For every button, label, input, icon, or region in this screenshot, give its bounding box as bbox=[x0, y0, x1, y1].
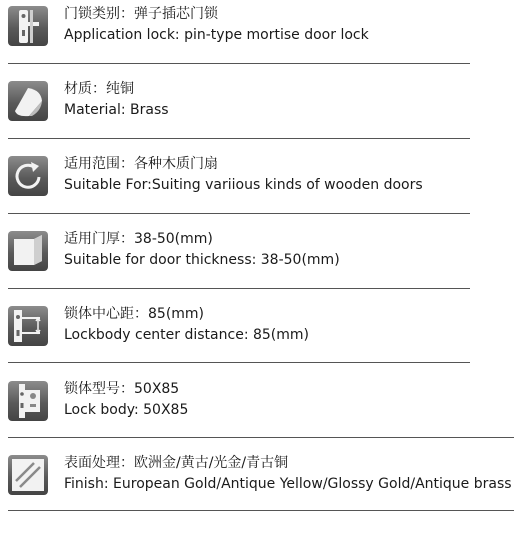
lock-type-cn: 门锁类别：弹子插芯门锁 bbox=[64, 6, 218, 22]
lock-type-en: Application lock: pin-type mortise door lock bbox=[64, 27, 369, 43]
finish-cn: 表面处理：欧洲金/黄古/光金/青古铜 bbox=[64, 455, 289, 471]
center-distance-en: Lockbody center distance: 85(mm) bbox=[64, 327, 309, 343]
suitable-for-en: Suitable For:Suiting variious kinds of wooden doors bbox=[64, 177, 423, 193]
spec-row-finish bbox=[0, 455, 514, 529]
lock-body-icon bbox=[8, 381, 48, 421]
material-en: Material: Brass bbox=[64, 102, 169, 118]
spec-row-center-distance bbox=[0, 306, 514, 380]
door-thickness-icon bbox=[8, 231, 48, 271]
spec-row-lock-type bbox=[0, 6, 514, 80]
divider bbox=[8, 437, 514, 438]
door-thickness-en: Suitable for door thickness: 38-50(mm) bbox=[64, 252, 340, 268]
lock-body-cn: 锁体型号：50X85 bbox=[64, 381, 180, 397]
door-thickness-cn: 适用门厚：38-50(mm) bbox=[64, 231, 213, 247]
divider bbox=[8, 362, 470, 363]
divider bbox=[8, 510, 514, 511]
material-cn: 材质：纯铜 bbox=[64, 81, 134, 97]
spec-row-suitable-for bbox=[0, 156, 514, 230]
brass-material-icon bbox=[8, 81, 48, 121]
divider bbox=[8, 138, 470, 139]
finish-en: Finish: European Gold/Antique Yellow/Glossy Gold/Antique brass bbox=[64, 476, 512, 492]
rotate-icon bbox=[8, 156, 48, 196]
divider bbox=[8, 63, 470, 64]
lock-handle-icon bbox=[8, 6, 48, 46]
divider bbox=[8, 288, 470, 289]
divider bbox=[8, 213, 470, 214]
suitable-for-cn: 适用范围：各种木质门扇 bbox=[64, 156, 218, 172]
center-distance-cn: 锁体中心距：85(mm) bbox=[64, 306, 205, 322]
lock-body-en: Lock body: 50X85 bbox=[64, 402, 189, 418]
spec-row-material bbox=[0, 81, 514, 155]
spec-row-lock-body bbox=[0, 381, 514, 455]
finish-surface-icon bbox=[8, 455, 48, 495]
spec-row-door-thickness bbox=[0, 231, 514, 305]
center-distance-icon bbox=[8, 306, 48, 346]
